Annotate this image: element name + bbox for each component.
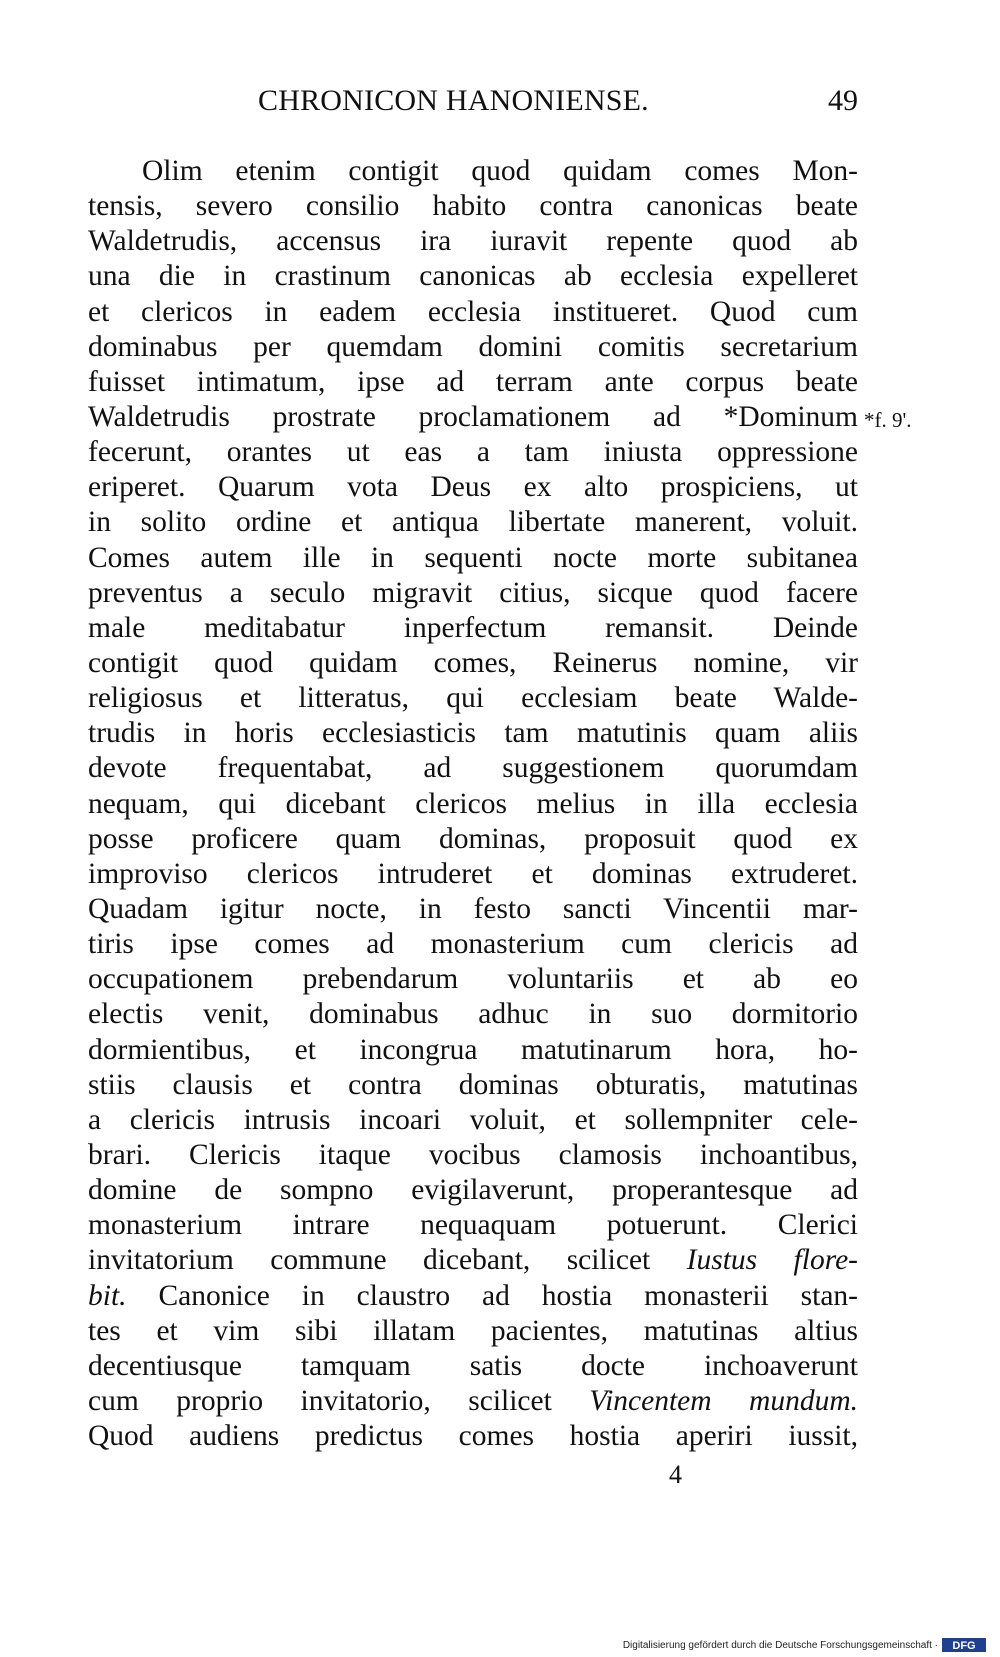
- text-line: [88, 962, 858, 997]
- text-line: [88, 576, 858, 611]
- line-text: eriperet. Quarum vota Deus ex alto prospiciens, ut: [88, 471, 858, 504]
- line-text: trudis in horis ecclesiasticis tam matutinis quam aliis: [88, 717, 858, 750]
- line-text: Waldetrudis, accensus ira iuravit repente quod ab: [88, 225, 858, 258]
- line-text: domine de sompno evigilaverunt, properantesque ad: [88, 1174, 858, 1207]
- text-line: [88, 997, 858, 1032]
- svg-text:DFG: DFG: [952, 1640, 976, 1652]
- text-line: [88, 541, 858, 576]
- line-text: posse proficere quam dominas, proposuit quod ex: [88, 822, 858, 855]
- italic-text: Iustus flore-: [686, 1244, 858, 1277]
- margin-note: *f. 9'.: [864, 408, 912, 432]
- text-line: [88, 1173, 858, 1208]
- text-line: [88, 1103, 858, 1138]
- line-text: Quod audiens predictus comes hostia aperiri iussit,: [88, 1420, 858, 1453]
- text-line: [88, 1033, 858, 1068]
- line-text: religiosus et litteratus, qui ecclesiam beate Walde-: [88, 682, 858, 715]
- text-line: [88, 892, 858, 927]
- text-line: [88, 470, 858, 505]
- line-text: fecerunt, orantes ut eas a tam iniusta oppressione: [88, 436, 858, 469]
- line-text: decentiusque tamquam satis docte inchoaverunt: [88, 1349, 858, 1382]
- line-text: Comes autem ille in sequenti nocte morte subitanea: [88, 541, 858, 574]
- italic-text: bit.: [88, 1279, 127, 1312]
- line-text: devote frequentabat, ad suggestionem quorumdam: [88, 752, 858, 785]
- body-text: [88, 154, 858, 1454]
- line-text: improviso clericos intruderet et dominas extruderet.: [88, 857, 858, 890]
- line-text: male meditabatur inperfectum remansit. Deinde: [88, 611, 858, 644]
- text-line: [88, 224, 858, 259]
- text-line: [88, 1243, 858, 1278]
- text-line: [88, 1279, 858, 1314]
- text-line: [88, 716, 858, 751]
- text-line: [88, 505, 858, 540]
- text-line: [88, 154, 858, 189]
- text-line: [88, 927, 858, 962]
- text-line: [88, 1384, 858, 1419]
- line-text: et clericos in eadem ecclesia institueret. Quod cum: [88, 295, 858, 328]
- line-text: dominabus per quemdam domini comitis secretarium: [88, 330, 858, 363]
- line-text: contigit quod quidam comes, Reinerus nomine, vir: [88, 646, 858, 679]
- line-text: nequam, qui dicebant clericos melius in illa ecclesia: [88, 787, 858, 820]
- line-text: Quadam igitur nocte, in festo sancti Vincentii mar-: [88, 892, 858, 925]
- text-line: [88, 751, 858, 786]
- dfg-logo: [942, 1638, 986, 1652]
- text-line: [88, 189, 858, 224]
- line-text: cum proprio invitatorio, scilicet: [88, 1384, 590, 1417]
- line-text: dormientibus, et incongrua matutinarum hora, ho-: [88, 1033, 858, 1066]
- text-line: [88, 822, 858, 857]
- text-line: [88, 1349, 858, 1384]
- line-text: una die in crastinum canonicas ab ecclesia expelleret: [88, 260, 858, 293]
- text-line: [88, 400, 858, 435]
- text-line: [88, 1314, 858, 1349]
- line-text: stiis clausis et contra dominas obturatis, matutinas: [88, 1068, 858, 1101]
- italic-text: Vincentem mundum.: [589, 1384, 859, 1417]
- text-line: [88, 787, 858, 822]
- line-text: occupationem prebendarum voluntariis et ab eo: [88, 963, 858, 996]
- text-line: [88, 611, 858, 646]
- text-line: [88, 1419, 858, 1454]
- line-text: invitatorium commune dicebant, scilicet: [88, 1244, 687, 1277]
- signature-mark: 4: [669, 1460, 682, 1489]
- line-text: tiris ipse comes ad monasterium cum clericis ad: [88, 928, 858, 961]
- line-text: Waldetrudis prostrate proclamationem ad *Dominum: [88, 400, 858, 433]
- line-text: in solito ordine et antiqua libertate manerent, voluit.: [88, 506, 858, 539]
- text-line: [88, 365, 858, 400]
- line-text: preventus a seculo migravit citius, sicque quod facere: [88, 576, 858, 609]
- line-text: Olim etenim contigit quod quidam comes Mon-: [142, 155, 858, 187]
- line-text: electis venit, dominabus adhuc in suo dormitorio: [88, 998, 858, 1031]
- text-line: [88, 1208, 858, 1243]
- line-text: fuisset intimatum, ipse ad terram ante corpus beate: [88, 365, 858, 398]
- text-line: [88, 259, 858, 294]
- running-head: [88, 84, 858, 124]
- line-text: Canonice in claustro ad hostia monasterii stan-: [126, 1279, 858, 1312]
- text-line: [88, 857, 858, 892]
- text-line: [88, 646, 858, 681]
- line-text: tes et vim sibi illatam pacientes, matutinas altius: [88, 1314, 858, 1347]
- line-text: a clericis intrusis incoari voluit, et sollempniter cele-: [88, 1103, 858, 1136]
- text-line: [88, 295, 858, 330]
- page-number: 49: [828, 84, 858, 117]
- digitization-credit: Digitalisierung gefördert durch die Deutsche Forschungsgemeinschaft ·: [622, 1640, 938, 1651]
- text-line: [88, 1138, 858, 1173]
- text-line: [88, 681, 858, 716]
- line-text: monasterium intrare nequaquam potuerunt. Clerici: [88, 1209, 858, 1242]
- line-text: tensis, severo consilio habito contra canonicas beate: [88, 190, 858, 223]
- text-line: [88, 435, 858, 470]
- text-line: [88, 330, 858, 365]
- text-line: [88, 1068, 858, 1103]
- running-title: CHRONICON HANONIENSE.: [258, 84, 649, 117]
- line-text: brari. Clericis itaque vocibus clamosis inchoantibus,: [88, 1138, 858, 1171]
